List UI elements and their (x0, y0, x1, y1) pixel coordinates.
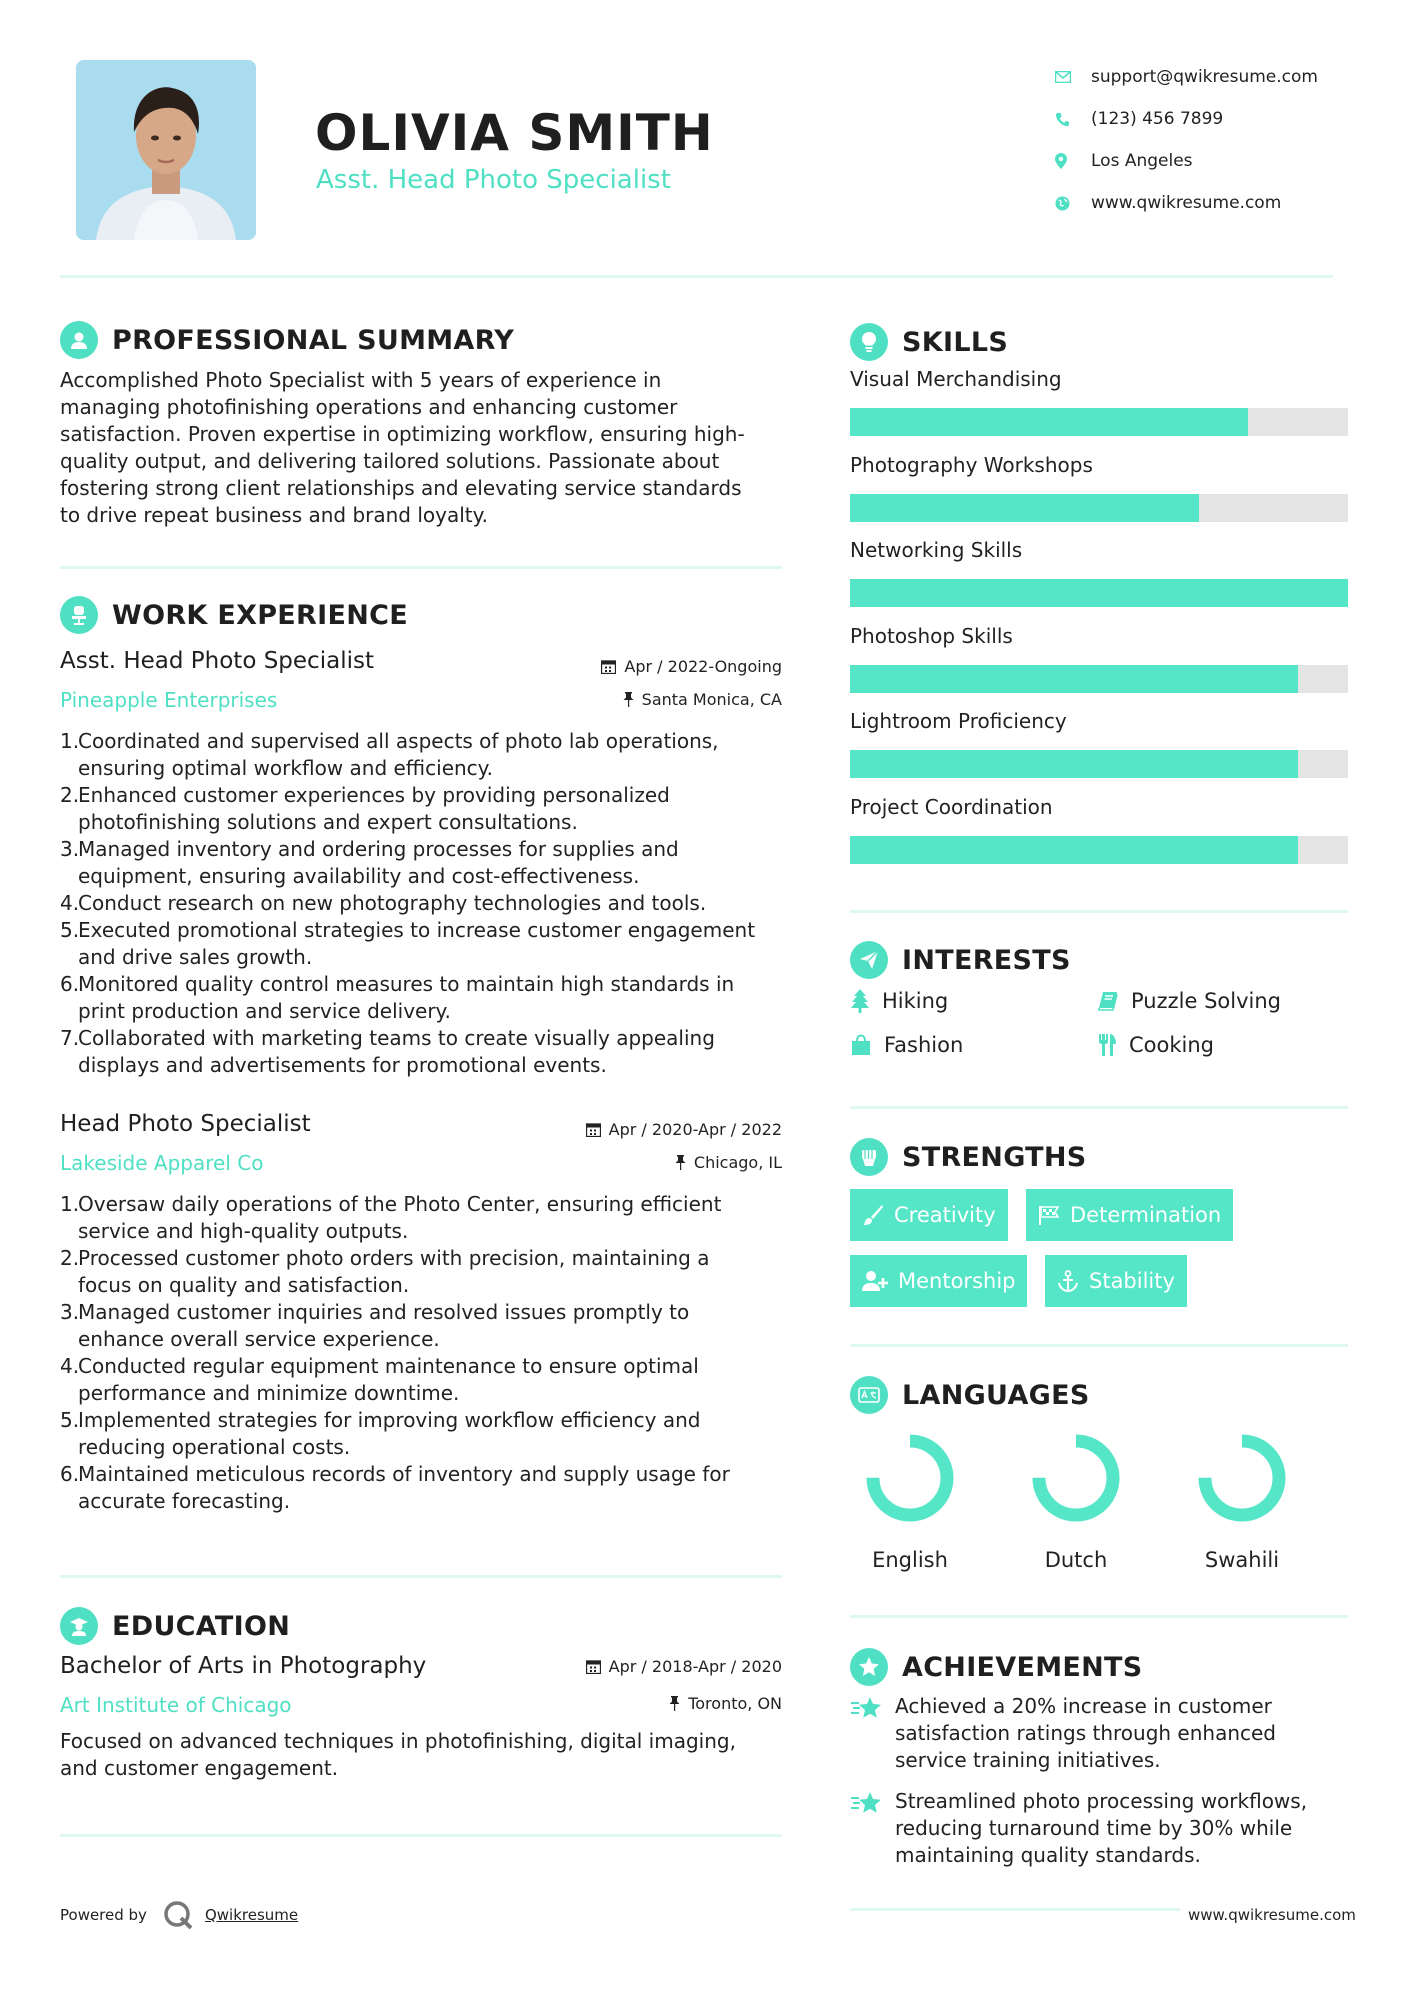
user-icon (60, 321, 98, 359)
achievement-item-2: Streamlined photo processing workflows, reducing turnaround time by 30% while maintaining quality standards. (850, 1788, 1348, 1869)
list-item: Managed inventory and ordering processes for supplies and equipment, ensuring availability and cost-effectiveness. (78, 837, 679, 888)
list-item: Executed promotional strategies to increase customer engagement and drive sales growth. (78, 918, 756, 969)
skill-label: Networking Skills (850, 538, 1023, 563)
qwikresume-logo-icon (161, 1898, 195, 1932)
skill-label: Visual Merchandising (850, 367, 1062, 391)
skill-bar-fill (850, 494, 1199, 522)
strength-tag-creativity: Creativity (850, 1189, 1008, 1241)
graduate-icon (60, 1607, 98, 1645)
anchor-icon (1057, 1270, 1079, 1292)
job-location-2: Chicago, IL (480, 1153, 782, 1172)
languages-divider (850, 1615, 1348, 1618)
education-heading: EDUCATION (60, 1607, 290, 1645)
language-item (1016, 1428, 1136, 1572)
language-level-arc (1205, 1441, 1279, 1515)
pushpin-icon (675, 1155, 686, 1170)
strength-tag-mentorship: Mentorship (850, 1255, 1027, 1307)
brand-link[interactable]: Qwikresume (204, 1906, 299, 1924)
job-location-1: Santa Monica, CA (480, 690, 782, 709)
pushpin-icon (623, 692, 634, 707)
language-ring (860, 1428, 960, 1528)
website-text: www.qwikresume.com (1091, 193, 1282, 213)
contact-phone[interactable] (1055, 98, 1318, 140)
strength-tag-determination: Determination (1026, 1189, 1233, 1241)
trophy-star-icon (850, 1693, 895, 1774)
calendar-icon (601, 659, 616, 674)
job-dates-1: Apr / 2022-Ongoing (480, 657, 782, 676)
list-item: Monitored quality control measures to maintain high standards in print production and service delivery. (78, 972, 735, 1023)
list-item: Enhanced customer experiences by providing personalized photofinishing solutions and expert consultations. (78, 783, 670, 834)
job-title-1: Asst. Head Photo Specialist (60, 648, 374, 674)
job-title-2: Head Photo Specialist (60, 1111, 311, 1137)
interests-heading: INTERESTS (850, 941, 1071, 979)
paintbrush-icon (862, 1204, 884, 1226)
list-item: Implemented strategies for improving workflow efficiency and reducing operational costs. (78, 1408, 701, 1459)
star-badge-icon (850, 1648, 888, 1686)
fist-icon (850, 1138, 888, 1176)
interest-fashion: Fashion (850, 1033, 963, 1057)
skill-bar-fill (850, 836, 1298, 864)
achievements-heading: ACHIEVEMENTS (850, 1648, 1143, 1686)
skill-label: Project Coordination (850, 795, 1053, 819)
skill-bar (850, 494, 1348, 522)
strengths-divider (850, 1344, 1348, 1347)
language-ring (1192, 1428, 1292, 1528)
list-item: Collaborated with marketing teams to create visually appealing displays and advertisements for promotional events. (78, 1026, 715, 1077)
achievements-divider (850, 1908, 1180, 1911)
book-icon (1097, 990, 1119, 1012)
translate-icon (850, 1376, 888, 1414)
language-label: English (872, 1548, 948, 1572)
company-1: Pineapple Enterprises (60, 688, 278, 712)
experience-heading: WORK EXPERIENCE (60, 596, 408, 634)
skill-label: Lightroom Proficiency (850, 709, 1067, 734)
job-dates-2: Apr / 2020-Apr / 2022 (480, 1120, 782, 1139)
education-description: Focused on advanced techniques in photofinishing, digital imaging, and customer engagement. (60, 1729, 736, 1780)
candidate-title: Asst. Head Photo Specialist (316, 165, 671, 195)
skill-bar (850, 579, 1348, 607)
skills-heading: SKILLS (850, 323, 1008, 361)
list-item: Oversaw daily operations of the Photo Center, ensuring efficient service and high-quality outputs. (78, 1192, 722, 1243)
paper-plane-icon (850, 941, 888, 979)
tree-icon (850, 989, 870, 1013)
skill-bar (850, 408, 1348, 436)
lightbulb-icon (850, 323, 888, 361)
contact-email[interactable] (1055, 56, 1318, 98)
interest-cooking: Cooking (1097, 1033, 1214, 1057)
header-divider (60, 275, 1333, 278)
phone-icon (1055, 112, 1091, 127)
skill-label: Photography Workshops (850, 452, 1093, 477)
skill-bar-fill (850, 408, 1248, 436)
skill-bar-fill (850, 579, 1348, 607)
school-name: Art Institute of Chicago (60, 1693, 292, 1717)
skill-bar-fill (850, 665, 1298, 693)
language-item (1182, 1428, 1302, 1572)
list-item: Maintained meticulous records of inventory and supply usage for accurate forecasting. (78, 1462, 730, 1513)
language-level-arc (873, 1441, 947, 1515)
skills-divider (850, 910, 1348, 913)
calendar-icon (586, 1122, 601, 1137)
list-item: Managed customer inquiries and resolved issues promptly to enhance overall service experience. (78, 1300, 690, 1351)
summary-heading: PROFESSIONAL SUMMARY (60, 321, 514, 359)
job-2-duties (60, 1191, 800, 1515)
skill-bar (850, 836, 1348, 864)
list-item: Processed customer photo orders with precision, maintaining a focus on quality and satisfaction. (78, 1246, 710, 1297)
achievement-item-1: Achieved a 20% increase in customer satisfaction ratings through enhanced service training initiatives. (850, 1693, 1348, 1774)
language-ring (1026, 1428, 1126, 1528)
interests-divider (850, 1106, 1348, 1109)
language-item (850, 1428, 970, 1572)
user-plus-icon (862, 1270, 888, 1292)
interest-hiking: Hiking (850, 989, 948, 1013)
profile-photo (76, 60, 256, 240)
flag-icon (1038, 1205, 1060, 1225)
utensils-icon (1097, 1033, 1117, 1057)
experience-divider (60, 1575, 782, 1578)
list-item: Coordinated and supervised all aspects of photo lab operations, ensuring optimal workflow and efficiency. (78, 729, 719, 780)
contact-location (1055, 140, 1318, 182)
education-location: Toronto, ON (480, 1694, 782, 1713)
footer-powered-by (60, 1898, 298, 1932)
powered-by-label: Powered by (60, 1906, 147, 1924)
location-text: Los Angeles (1091, 151, 1193, 171)
skill-bar-fill (850, 750, 1298, 778)
education-divider (60, 1834, 782, 1837)
phone-text: (123) 456 7899 (1091, 109, 1224, 129)
summary-text: Accomplished Photo Specialist with 5 years of experience in managing photofinishing operations and enhancing customer satisfaction. Proven expertise in optimizing workflow, ensuring high- quality output, and delivering tailored solutions. Passionate about fostering strong client relationships and elevating service standards to drive repeat business and brand loyalty. (60, 368, 745, 527)
footer-website[interactable]: www.qwikresume.com (1188, 1906, 1356, 1924)
list-item: Conduct research on new photography technologies and tools. (78, 891, 707, 915)
language-level-arc (1039, 1441, 1113, 1515)
strength-tag-stability: Stability (1045, 1255, 1187, 1307)
job-1-duties (60, 728, 800, 1079)
skill-bar (850, 665, 1348, 693)
skill-label: Photoshop Skills (850, 623, 1013, 648)
strengths-heading: STRENGTHS (850, 1138, 1087, 1176)
company-2: Lakeside Apparel Co (60, 1151, 264, 1175)
pushpin-icon (669, 1696, 680, 1711)
shopping-bag-icon (850, 1034, 872, 1056)
chair-icon (60, 596, 98, 634)
map-pin-icon (1055, 153, 1091, 169)
degree-title: Bachelor of Arts in Photography (60, 1653, 427, 1679)
education-dates: Apr / 2018-Apr / 2020 (480, 1657, 782, 1676)
globe-icon (1055, 196, 1091, 211)
candidate-name: OLIVIA SMITH (315, 104, 714, 162)
summary-divider (60, 566, 782, 569)
calendar-icon (586, 1659, 601, 1674)
language-label: Swahili (1204, 1548, 1280, 1572)
trophy-star-icon (850, 1788, 895, 1869)
email-text: support@qwikresume.com (1091, 67, 1318, 87)
interest-puzzle-solving: Puzzle Solving (1097, 989, 1281, 1013)
skill-bar (850, 750, 1348, 778)
language-label: Dutch (1044, 1548, 1108, 1572)
languages-heading: LANGUAGES (850, 1376, 1090, 1414)
envelope-icon (1055, 71, 1091, 83)
contact-website[interactable] (1055, 182, 1318, 224)
list-item: Conducted regular equipment maintenance to ensure optimal performance and minimize downtime. (78, 1354, 699, 1405)
contact-list (1055, 56, 1318, 224)
